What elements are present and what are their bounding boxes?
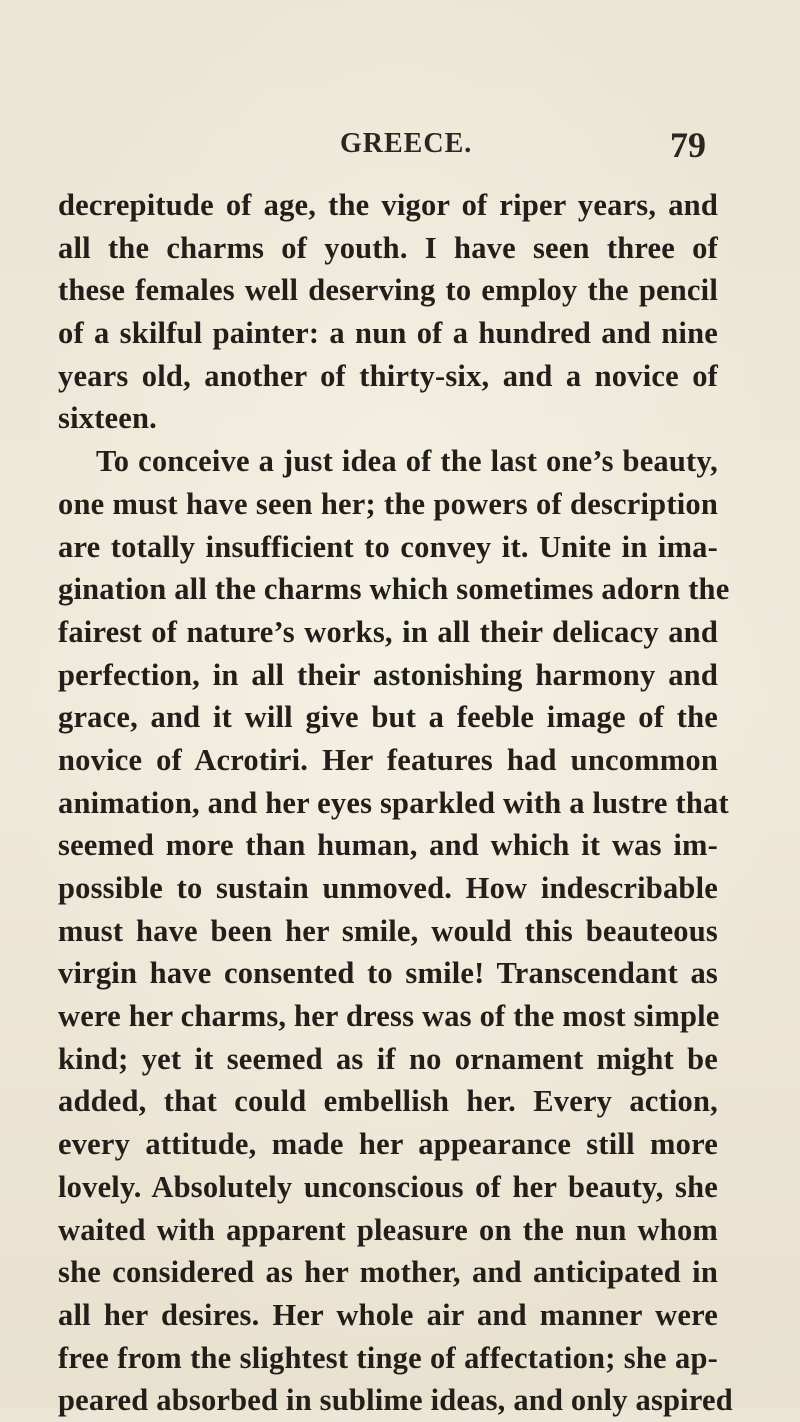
body-text (58, 184, 733, 1422)
text-line: added, that could embellish her. Every action, (58, 1084, 718, 1119)
running-head (0, 125, 800, 168)
text-line: every attitude, made her appearance still more (58, 1127, 718, 1162)
text-line: peared absorbed in sublime ideas, and only aspired (58, 1383, 733, 1418)
text-line: animation, and her eyes sparkled with a lustre that (58, 785, 729, 820)
text-line: seemed more than human, and which it was im- (58, 828, 718, 863)
text-line: all the charms of youth. I have seen three of (58, 230, 718, 265)
text-line: all her desires. Her whole air and manner were (58, 1297, 718, 1332)
text-line: To conceive a just idea of the last one’s beauty, (96, 444, 718, 479)
page-number: 79 (670, 125, 706, 165)
text-line: lovely. Absolutely unconscious of her beauty, she (58, 1169, 718, 1204)
text-line: virgin have consented to smile! Transcendant as (58, 956, 718, 991)
running-title: GREECE. (340, 128, 473, 159)
text-line: possible to sustain unmoved. How indescribable (58, 871, 718, 905)
text-line: waited with apparent pleasure on the nun whom (58, 1212, 718, 1247)
text-line: were her charms, her dress was of the most simple (58, 999, 720, 1034)
text-line: decrepitude of age, the vigor of riper years, and (58, 188, 718, 222)
text-line: these females well deserving to employ the pencil (58, 273, 718, 308)
text-line: sixteen. (58, 401, 158, 436)
text-line: kind; yet it seemed as if no ornament might be (58, 1041, 718, 1076)
text-line: fairest of nature’s works, in all their delicacy and (58, 614, 718, 649)
text-line: years old, another of thirty-six, and a novice of (58, 358, 718, 393)
text-line: free from the slightest tinge of affectation; she ap- (58, 1340, 718, 1375)
text-line: must have been her smile, would this beauteous (58, 913, 718, 948)
text-line: novice of Acrotiri. Her features had uncommon (58, 742, 718, 777)
text-line: are totally insufficient to convey it. Unite in ima- (58, 529, 718, 564)
text-line: perfection, in all their astonishing harmony and (58, 657, 718, 692)
text-line: she considered as her mother, and anticipated in (58, 1255, 718, 1290)
text-line: gination all the charms which sometimes adorn the (58, 572, 730, 607)
text-line: of a skilful painter: a nun of a hundred and nine (58, 316, 718, 351)
text-line: one must have seen her; the powers of description (58, 486, 718, 521)
text-line: grace, and it will give but a feeble image of the (58, 700, 718, 735)
